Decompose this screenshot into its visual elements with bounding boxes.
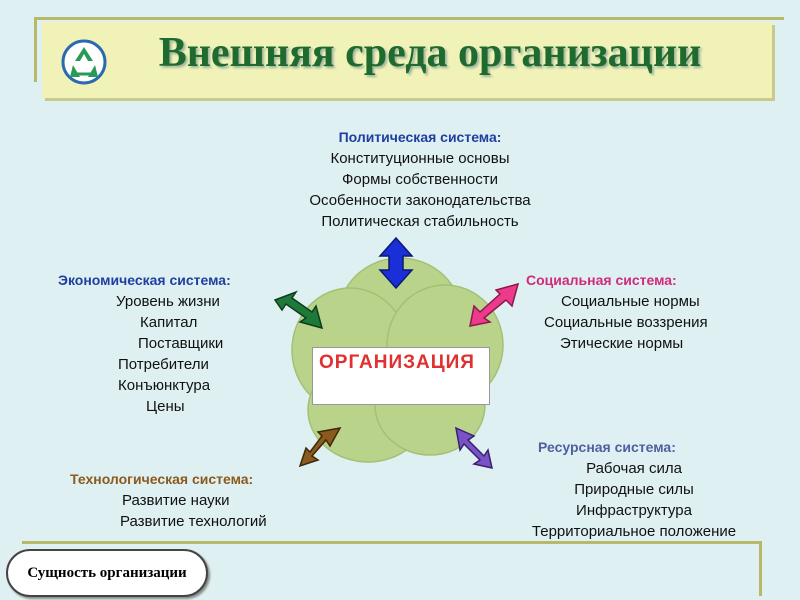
- economic-item: Потребители: [118, 356, 209, 373]
- social-item: Социальные воззрения: [544, 314, 708, 331]
- social-item: Этические нормы: [560, 335, 684, 352]
- resource-item: Территориальное положение: [531, 523, 737, 540]
- political-item: Особенности законодательства: [309, 192, 531, 209]
- political-system-block: [270, 127, 570, 232]
- frame-line-right: [759, 541, 762, 596]
- resource-heading: Ресурсная система:: [538, 439, 676, 455]
- resource-item: Рабочая сила: [586, 460, 682, 477]
- frame-line-bottom: [22, 541, 762, 544]
- economic-item: Конъюнктура: [118, 377, 211, 394]
- organization-box: [312, 347, 490, 405]
- technological-item: Развитие науки: [122, 492, 230, 509]
- organization-label: ОРГАНИЗАЦИЯ: [319, 352, 475, 373]
- technological-system-block: [70, 469, 330, 532]
- page-title: Внешняя среда организации: [158, 30, 702, 76]
- political-heading: Политическая система:: [338, 129, 502, 145]
- resource-item: Инфраструктура: [576, 502, 692, 519]
- political-item: Конституционные основы: [330, 150, 510, 167]
- political-item: Политическая стабильность: [321, 213, 519, 230]
- resource-item: Природные силы: [574, 481, 694, 498]
- technological-heading: Технологическая система:: [70, 471, 254, 487]
- social-heading: Социальная система:: [526, 272, 677, 288]
- social-item: Социальные нормы: [561, 293, 700, 310]
- resource-system-block: [508, 437, 760, 542]
- essence-button[interactable]: Сущность организации: [6, 549, 208, 597]
- technological-item: Развитие технологий: [120, 513, 267, 530]
- political-item: Формы собственности: [342, 171, 498, 188]
- economic-system-block: [58, 270, 288, 417]
- economic-item: Капитал: [140, 314, 198, 331]
- economic-heading: Экономическая система:: [58, 272, 231, 288]
- economic-item: Цены: [146, 398, 185, 415]
- economic-item: Уровень жизни: [116, 293, 220, 310]
- social-system-block: [526, 270, 766, 354]
- economic-item: Поставщики: [138, 335, 224, 352]
